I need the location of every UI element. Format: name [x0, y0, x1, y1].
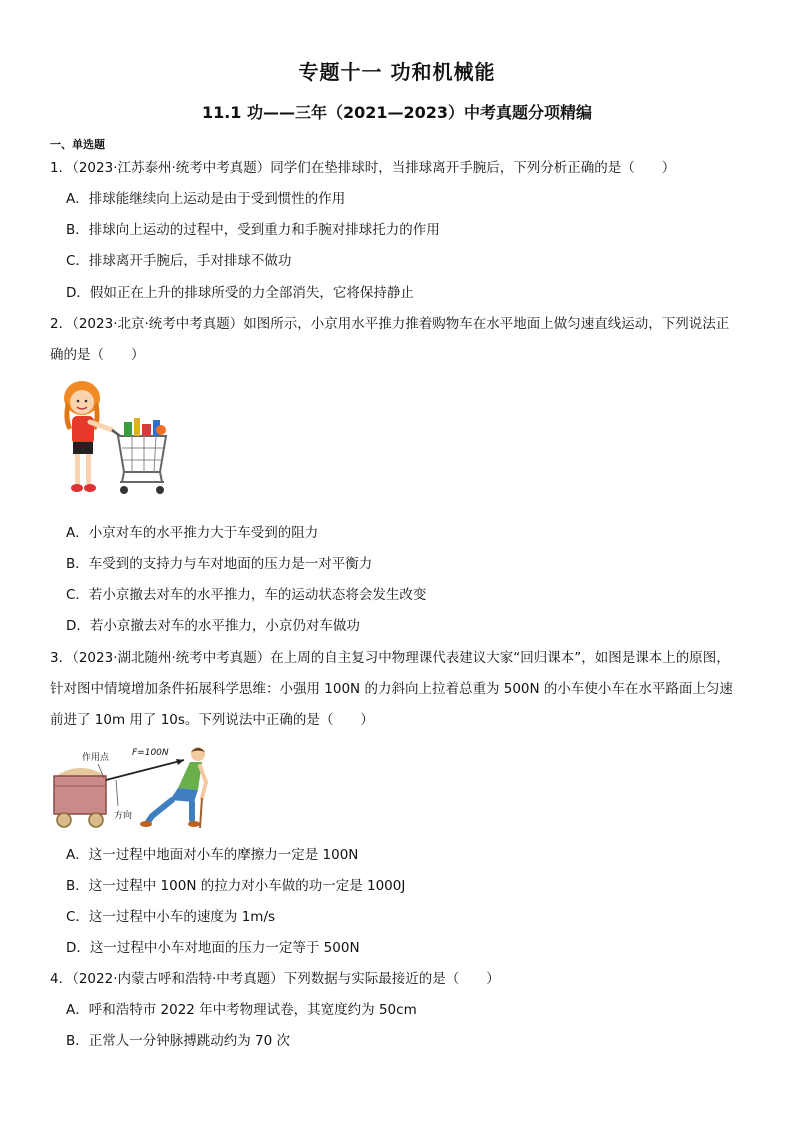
section-label: 一、单选题: [50, 138, 105, 151]
question-3-stem-line-2: 针对图中情境增加条件拓展科学思维：小强用 100N 的力斜向上拉着总重为 500N 的小车使小车在水平路面上匀速: [50, 681, 733, 697]
question-4-option-b: B．正常人一分钟脉搏跳动约为 70 次: [66, 1033, 291, 1049]
question-2-stem-line-2: 确的是（ ）: [50, 347, 145, 363]
boy-pulling-cart-figure: [52, 746, 218, 830]
question-2-stem-line-1: 2．（2023·北京·统考中考真题）如图所示，小京用水平推力推着购物车在水平地面上做匀速直线运动，下列说法正: [50, 316, 730, 332]
figure-label-force: F=100N: [132, 748, 169, 758]
question-2-option-d: D．若小京撤去对车的水平推力，小京仍对车做功: [66, 618, 360, 634]
question-4-option-a: A．呼和浩特市 2022 年中考物理试卷，其宽度约为 50cm: [66, 1002, 417, 1018]
question-1-stem: 1．（2023·江苏泰州·统考中考真题）同学们在垫排球时，当排球离开手腕后，下列分析正确的是（ ）: [50, 160, 676, 176]
question-3-option-d: D．这一过程中小车对地面的压力一定等于 500N: [66, 940, 360, 956]
figure-label-application-point: 作用点: [82, 753, 110, 763]
question-2-option-b: B．车受到的支持力与车对地面的压力是一对平衡力: [66, 556, 373, 572]
question-3-option-a: A．这一过程中地面对小车的摩擦力一定是 100N: [66, 847, 359, 863]
page-title: 专题十一 功和机械能: [298, 60, 496, 84]
question-3-option-c: C．这一过程中小车的速度为 1m/s: [66, 909, 276, 925]
question-4-stem: 4．（2022·内蒙古呼和浩特·中考真题）下列数据与实际最接近的是（ ）: [50, 971, 500, 987]
question-3-option-b: B．这一过程中 100N 的拉力对小车做的功一定是 1000J: [66, 878, 406, 894]
question-1-option-a: A．排球能继续向上运动是由于受到惯性的作用: [66, 191, 346, 207]
page-subtitle: 11.1 功——三年（2021—2023）中考真题分项精编: [201, 103, 593, 122]
question-2-option-a: A．小京对车的水平推力大于车受到的阻力: [66, 525, 319, 541]
question-3-stem-line-3: 前进了 10m 用了 10s。下列说法中正确的是（ ）: [50, 712, 374, 728]
question-3-stem-line-1: 3．（2023·湖北随州·统考中考真题）在上周的自主复习中物理课代表建议大家“回归课本”，如图是课本上的原图，: [50, 650, 730, 666]
figure-label-direction: 方向: [114, 811, 133, 821]
question-2-option-c: C．若小京撤去对车的水平推力，车的运动状态将会发生改变: [66, 587, 427, 603]
girl-pushing-cart-figure: [60, 378, 170, 503]
question-1-option-c: C．排球离开手腕后，手对排球不做功: [66, 253, 292, 269]
question-1-option-b: B．排球向上运动的过程中，受到重力和手腕对排球托力的作用: [66, 222, 440, 238]
question-1-option-d: D．假如正在上升的排球所受的力全部消失，它将保持静止: [66, 285, 414, 301]
